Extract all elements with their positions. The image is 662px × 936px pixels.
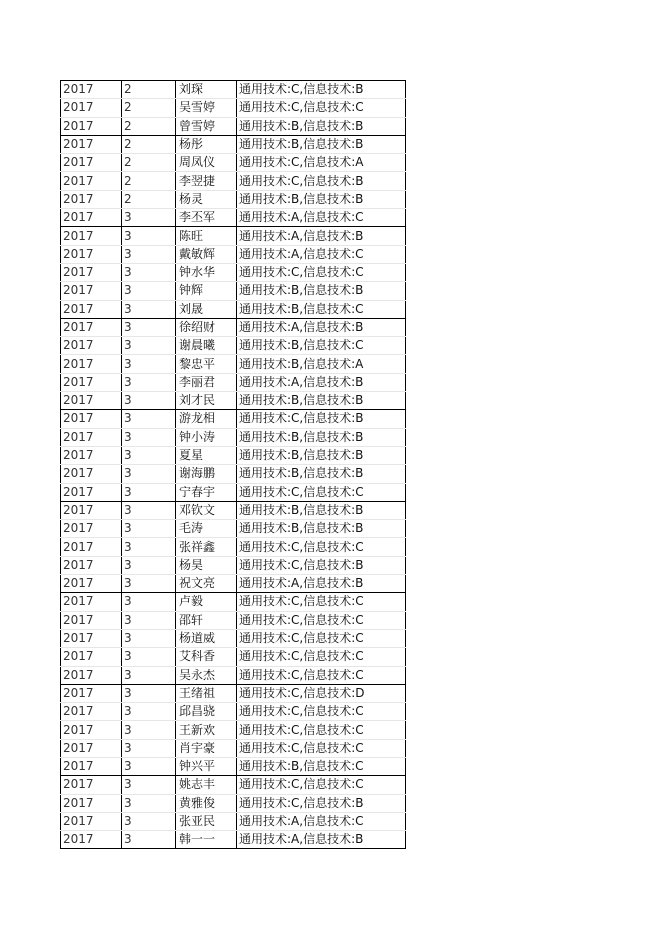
grade-cell[interactable]: 3: [122, 300, 176, 318]
grades-cell[interactable]: 通用技术:C,信息技术:C: [237, 776, 406, 794]
year-cell[interactable]: 2017: [61, 446, 122, 464]
grade-cell[interactable]: 3: [122, 575, 176, 593]
table-row: [61, 428, 406, 446]
name-cell[interactable]: 杨彤: [176, 135, 237, 153]
name-cell[interactable]: 杨昊: [176, 556, 237, 574]
grade-cell[interactable]: 3: [122, 757, 176, 775]
name-cell[interactable]: 王新欢: [176, 721, 237, 739]
year-cell[interactable]: 2017: [61, 373, 122, 391]
year-cell[interactable]: 2017: [61, 538, 122, 556]
name-cell[interactable]: 刘晟: [176, 300, 237, 318]
year-cell[interactable]: 2017: [61, 575, 122, 593]
table-row: [61, 154, 406, 172]
table-row: [61, 135, 406, 153]
year-cell[interactable]: 2017: [61, 501, 122, 519]
grade-cell[interactable]: 3: [122, 629, 176, 647]
name-cell[interactable]: 谢晨曦: [176, 337, 237, 355]
name-cell[interactable]: 陈旺: [176, 227, 237, 245]
grade-cell[interactable]: 3: [122, 648, 176, 666]
name-cell[interactable]: 吴雪婷: [176, 99, 237, 117]
grade-cell[interactable]: 3: [122, 465, 176, 483]
table-row: [61, 81, 406, 99]
year-cell[interactable]: 2017: [61, 465, 122, 483]
year-cell[interactable]: 2017: [61, 520, 122, 538]
name-cell[interactable]: 钟辉: [176, 282, 237, 300]
year-cell[interactable]: 2017: [61, 410, 122, 428]
table-row: [61, 318, 406, 336]
table-row: [61, 337, 406, 355]
grades-cell[interactable]: 通用技术:A,信息技术:C: [237, 209, 406, 227]
grade-cell[interactable]: 3: [122, 245, 176, 263]
grades-cell[interactable]: 通用技术:B,信息技术:B: [237, 446, 406, 464]
grades-cell[interactable]: 通用技术:A,信息技术:C: [237, 245, 406, 263]
year-cell[interactable]: 2017: [61, 776, 122, 794]
grade-cell[interactable]: 3: [122, 318, 176, 336]
grade-cell[interactable]: 3: [122, 263, 176, 281]
year-cell[interactable]: 2017: [61, 831, 122, 849]
grades-cell[interactable]: 通用技术:B,信息技术:B: [237, 282, 406, 300]
grade-cell[interactable]: 3: [122, 501, 176, 519]
name-cell[interactable]: 杨道威: [176, 629, 237, 647]
name-cell[interactable]: 谢海鹏: [176, 465, 237, 483]
name-cell[interactable]: 邱昌骁: [176, 703, 237, 721]
name-cell[interactable]: 邓钦文: [176, 501, 237, 519]
name-cell[interactable]: 宁春宇: [176, 483, 237, 501]
year-cell[interactable]: 2017: [61, 190, 122, 208]
name-cell[interactable]: 张亚民: [176, 812, 237, 830]
grade-cell[interactable]: 3: [122, 355, 176, 373]
grades-cell[interactable]: 通用技术:B,信息技术:B: [237, 465, 406, 483]
name-cell[interactable]: 钟小涛: [176, 428, 237, 446]
table-row: [61, 392, 406, 410]
table-row: [61, 703, 406, 721]
year-cell[interactable]: 2017: [61, 629, 122, 647]
year-cell[interactable]: 2017: [61, 355, 122, 373]
year-cell[interactable]: 2017: [61, 794, 122, 812]
grade-cell[interactable]: 3: [122, 703, 176, 721]
grade-cell[interactable]: 3: [122, 282, 176, 300]
name-cell[interactable]: 刘琛: [176, 81, 237, 99]
grades-cell[interactable]: 通用技术:C,信息技术:C: [237, 483, 406, 501]
table-row: [61, 245, 406, 263]
grades-cell[interactable]: 通用技术:A,信息技术:B: [237, 373, 406, 391]
grades-cell[interactable]: 通用技术:B,信息技术:B: [237, 501, 406, 519]
grade-cell[interactable]: 3: [122, 611, 176, 629]
name-cell[interactable]: 夏星: [176, 446, 237, 464]
grades-cell[interactable]: 通用技术:C,信息技术:C: [237, 538, 406, 556]
table-row: [61, 812, 406, 830]
table-body: [61, 81, 406, 849]
grades-cell[interactable]: 通用技术:A,信息技术:B: [237, 831, 406, 849]
name-cell[interactable]: 王绪祖: [176, 684, 237, 702]
grades-cell[interactable]: 通用技术:C,信息技术:D: [237, 684, 406, 702]
grade-cell[interactable]: 2: [122, 172, 176, 190]
year-cell[interactable]: 2017: [61, 135, 122, 153]
grades-cell[interactable]: 通用技术:C,信息技术:B: [237, 172, 406, 190]
table-row: [61, 446, 406, 464]
name-cell[interactable]: 黄雅俊: [176, 794, 237, 812]
table-row: [61, 172, 406, 190]
table-row: [61, 520, 406, 538]
year-cell[interactable]: 2017: [61, 81, 122, 99]
year-cell[interactable]: 2017: [61, 757, 122, 775]
year-cell[interactable]: 2017: [61, 209, 122, 227]
grade-cell[interactable]: 2: [122, 190, 176, 208]
year-cell[interactable]: 2017: [61, 703, 122, 721]
grades-cell[interactable]: 通用技术:C,信息技术:C: [237, 666, 406, 684]
grades-cell[interactable]: 通用技术:C,信息技术:C: [237, 721, 406, 739]
name-cell[interactable]: 祝文亮: [176, 575, 237, 593]
grade-cell[interactable]: 3: [122, 392, 176, 410]
table-row: [61, 501, 406, 519]
grade-cell[interactable]: 3: [122, 520, 176, 538]
grades-cell[interactable]: 通用技术:B,信息技术:C: [237, 757, 406, 775]
grades-cell[interactable]: 通用技术:C,信息技术:B: [237, 556, 406, 574]
name-cell[interactable]: 钟水华: [176, 263, 237, 281]
grade-cell[interactable]: 3: [122, 556, 176, 574]
year-cell[interactable]: 2017: [61, 721, 122, 739]
table-row: [61, 739, 406, 757]
year-cell[interactable]: 2017: [61, 684, 122, 702]
table-row: [61, 190, 406, 208]
table-row: [61, 227, 406, 245]
table-row: [61, 757, 406, 775]
table-row: [61, 410, 406, 428]
grade-cell[interactable]: 3: [122, 739, 176, 757]
grades-cell[interactable]: 通用技术:B,信息技术:B: [237, 520, 406, 538]
name-cell[interactable]: 周凤仪: [176, 154, 237, 172]
grade-cell[interactable]: 2: [122, 117, 176, 135]
grades-cell[interactable]: 通用技术:B,信息技术:A: [237, 355, 406, 373]
table-row: [61, 483, 406, 501]
name-cell[interactable]: 游龙相: [176, 410, 237, 428]
grade-cell[interactable]: 3: [122, 446, 176, 464]
year-cell[interactable]: 2017: [61, 428, 122, 446]
year-cell[interactable]: 2017: [61, 227, 122, 245]
year-cell[interactable]: 2017: [61, 245, 122, 263]
grades-cell[interactable]: 通用技术:A,信息技术:B: [237, 575, 406, 593]
grades-cell[interactable]: 通用技术:B,信息技术:C: [237, 337, 406, 355]
year-cell[interactable]: 2017: [61, 117, 122, 135]
grade-cell[interactable]: 3: [122, 721, 176, 739]
name-cell[interactable]: 徐绍财: [176, 318, 237, 336]
grades-cell[interactable]: 通用技术:C,信息技术:C: [237, 703, 406, 721]
grade-cell[interactable]: 3: [122, 209, 176, 227]
grades-cell[interactable]: 通用技术:C,信息技术:C: [237, 739, 406, 757]
name-cell[interactable]: 李丕军: [176, 209, 237, 227]
year-cell[interactable]: 2017: [61, 154, 122, 172]
table-row: [61, 593, 406, 611]
year-cell[interactable]: 2017: [61, 739, 122, 757]
grades-cell[interactable]: 通用技术:C,信息技术:B: [237, 794, 406, 812]
table-row: [61, 666, 406, 684]
year-cell[interactable]: 2017: [61, 300, 122, 318]
grades-cell[interactable]: 通用技术:B,信息技术:B: [237, 135, 406, 153]
name-cell[interactable]: 张祥鑫: [176, 538, 237, 556]
table-row: [61, 684, 406, 702]
name-cell[interactable]: 肖宇豪: [176, 739, 237, 757]
grades-cell[interactable]: 通用技术:C,信息技术:B: [237, 410, 406, 428]
table-row: [61, 117, 406, 135]
grade-cell[interactable]: 3: [122, 337, 176, 355]
table-row: [61, 282, 406, 300]
year-cell[interactable]: 2017: [61, 611, 122, 629]
name-cell[interactable]: 曾雪婷: [176, 117, 237, 135]
grade-cell[interactable]: 3: [122, 538, 176, 556]
name-cell[interactable]: 吴永杰: [176, 666, 237, 684]
table-row: [61, 721, 406, 739]
grade-cell[interactable]: 3: [122, 684, 176, 702]
table-row: [61, 776, 406, 794]
year-cell[interactable]: 2017: [61, 263, 122, 281]
year-cell[interactable]: 2017: [61, 282, 122, 300]
grades-cell[interactable]: 通用技术:B,信息技术:B: [237, 117, 406, 135]
table-row: [61, 648, 406, 666]
grades-cell[interactable]: 通用技术:B,信息技术:B: [237, 190, 406, 208]
name-cell[interactable]: 刘才民: [176, 392, 237, 410]
grade-cell[interactable]: 3: [122, 593, 176, 611]
name-cell[interactable]: 黎忠平: [176, 355, 237, 373]
name-cell[interactable]: 卢毅: [176, 593, 237, 611]
grades-cell[interactable]: 通用技术:C,信息技术:C: [237, 648, 406, 666]
grade-cell[interactable]: 3: [122, 776, 176, 794]
table-row: [61, 538, 406, 556]
table-row: [61, 263, 406, 281]
grades-cell[interactable]: 通用技术:C,信息技术:B: [237, 81, 406, 99]
grades-cell[interactable]: 通用技术:A,信息技术:B: [237, 227, 406, 245]
year-cell[interactable]: 2017: [61, 812, 122, 830]
student-grades-table: [60, 80, 406, 849]
table-row: [61, 831, 406, 849]
grades-cell[interactable]: 通用技术:C,信息技术:C: [237, 593, 406, 611]
name-cell[interactable]: 毛涛: [176, 520, 237, 538]
table-row: [61, 99, 406, 117]
grade-cell[interactable]: 3: [122, 812, 176, 830]
name-cell[interactable]: 李丽君: [176, 373, 237, 391]
year-cell[interactable]: 2017: [61, 392, 122, 410]
grades-cell[interactable]: 通用技术:B,信息技术:C: [237, 300, 406, 318]
grades-cell[interactable]: 通用技术:C,信息技术:A: [237, 154, 406, 172]
table-row: [61, 209, 406, 227]
name-cell[interactable]: 艾科香: [176, 648, 237, 666]
year-cell[interactable]: 2017: [61, 172, 122, 190]
year-cell[interactable]: 2017: [61, 337, 122, 355]
table-row: [61, 556, 406, 574]
grades-cell[interactable]: 通用技术:C,信息技术:C: [237, 629, 406, 647]
name-cell[interactable]: 邵轩: [176, 611, 237, 629]
table-row: [61, 373, 406, 391]
grades-cell[interactable]: 通用技术:C,信息技术:C: [237, 611, 406, 629]
grade-cell[interactable]: 3: [122, 483, 176, 501]
table-row: [61, 300, 406, 318]
name-cell[interactable]: 戴敏辉: [176, 245, 237, 263]
year-cell[interactable]: 2017: [61, 318, 122, 336]
table-row: [61, 794, 406, 812]
year-cell[interactable]: 2017: [61, 666, 122, 684]
name-cell[interactable]: 姚志丰: [176, 776, 237, 794]
table-row: [61, 629, 406, 647]
grade-cell[interactable]: 2: [122, 81, 176, 99]
name-cell[interactable]: 李翌捷: [176, 172, 237, 190]
grade-cell[interactable]: 3: [122, 794, 176, 812]
grades-cell[interactable]: 通用技术:A,信息技术:B: [237, 318, 406, 336]
grade-cell[interactable]: 3: [122, 227, 176, 245]
table-row: [61, 611, 406, 629]
grades-cell[interactable]: 通用技术:A,信息技术:C: [237, 812, 406, 830]
grades-cell[interactable]: 通用技术:B,信息技术:B: [237, 428, 406, 446]
year-cell[interactable]: 2017: [61, 556, 122, 574]
name-cell[interactable]: 韩一一: [176, 831, 237, 849]
year-cell[interactable]: 2017: [61, 99, 122, 117]
grades-cell[interactable]: 通用技术:C,信息技术:C: [237, 99, 406, 117]
grade-cell[interactable]: 3: [122, 666, 176, 684]
grade-cell[interactable]: 3: [122, 373, 176, 391]
grades-cell[interactable]: 通用技术:B,信息技术:B: [237, 392, 406, 410]
grade-cell[interactable]: 3: [122, 831, 176, 849]
year-cell[interactable]: 2017: [61, 593, 122, 611]
grade-cell[interactable]: 3: [122, 410, 176, 428]
table-row: [61, 465, 406, 483]
grade-cell[interactable]: 2: [122, 99, 176, 117]
grade-cell[interactable]: 3: [122, 428, 176, 446]
grade-cell[interactable]: 2: [122, 135, 176, 153]
grade-cell[interactable]: 2: [122, 154, 176, 172]
year-cell[interactable]: 2017: [61, 648, 122, 666]
name-cell[interactable]: 钟兴平: [176, 757, 237, 775]
table-row: [61, 355, 406, 373]
year-cell[interactable]: 2017: [61, 483, 122, 501]
table-row: [61, 575, 406, 593]
name-cell[interactable]: 杨灵: [176, 190, 237, 208]
grades-cell[interactable]: 通用技术:C,信息技术:C: [237, 263, 406, 281]
